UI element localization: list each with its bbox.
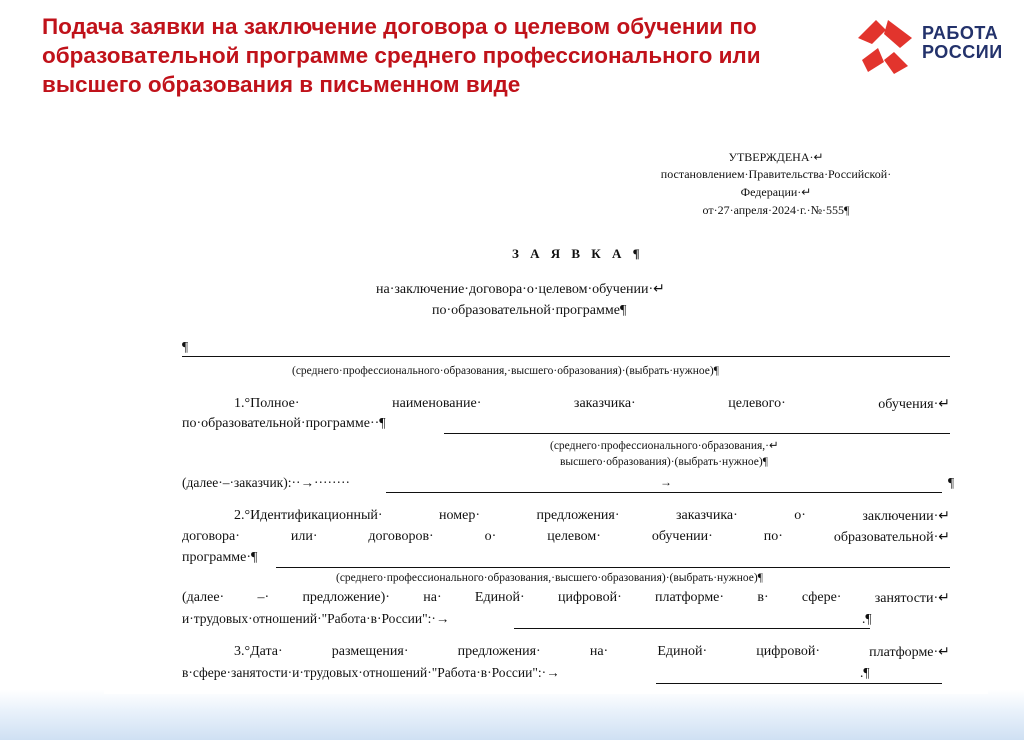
- item2-end-mark: .¶: [862, 611, 872, 626]
- item3-word: на·: [589, 644, 609, 659]
- item1-end-mark: ¶: [948, 475, 955, 490]
- item2-line-5: и·трудовых·отношений·"Работа·в·России":·→: [182, 611, 450, 626]
- footer-band: [0, 690, 1024, 740]
- approval-heading: УТВЕРЖДЕНА·↵: [728, 150, 824, 164]
- blank-paragraph-mark: ¶: [182, 339, 189, 354]
- item1-word: наименование·: [392, 396, 482, 411]
- item2-word: обучении·: [651, 529, 713, 544]
- item2-word: по·: [763, 529, 783, 544]
- item2-word: целевом·: [547, 529, 601, 544]
- form-subtitle-1: на·заключение·договора·о·целевом·обучении·↵: [376, 282, 665, 297]
- item3-word: размещения·: [331, 644, 409, 659]
- item3-date-blank-line: [656, 683, 942, 684]
- item3-line-2: в·сфере·занятости·и·трудовых·отношений·"Работа·в·России":·→: [182, 665, 560, 680]
- item2-word: платформе·: [655, 590, 725, 605]
- slide-title: Подача заявки на заключение договора о целевом обучении по образовательной программе среднего профессионального или высшего образования в письменном виде: [42, 14, 761, 97]
- item3-word: Единой·: [657, 644, 708, 659]
- item2-line-3: программе·¶: [182, 550, 258, 565]
- item1-customer-name-blank-line: [444, 433, 950, 434]
- item1-customer-blank-line: [386, 492, 942, 493]
- education-level-blank-line: [182, 356, 950, 357]
- item2-line-4: [182, 590, 950, 607]
- item3-word: платформе·↵: [869, 645, 950, 660]
- item3-word: 3.°Дата·: [234, 644, 283, 659]
- application-form-document: [104, 134, 988, 694]
- item1-hint-2: высшего·образования)·(выбрать·нужное)¶: [560, 456, 768, 468]
- item2-word: –·: [257, 590, 270, 605]
- item2-word: договоров·: [368, 529, 434, 544]
- item2-line-1: [234, 508, 950, 525]
- item3-end-mark: .¶: [860, 665, 870, 680]
- item2-offer-number-blank-line: [514, 628, 870, 629]
- item3-line-1: [234, 644, 950, 661]
- item1-word: заказчика·: [573, 396, 636, 411]
- item2-word: или·: [290, 529, 318, 544]
- logo-star-icon: [854, 16, 916, 76]
- item2-word: о·: [794, 508, 806, 523]
- rabota-rossii-logo: [854, 16, 1014, 76]
- education-level-hint: (среднего·профессионального·образования,·высшего·образования)·(выбрать·нужное)¶: [292, 365, 719, 377]
- item2-word: цифровой·: [558, 590, 622, 605]
- item2-program-blank-line: [276, 567, 950, 568]
- item1-hint-1: (среднего·профессионального·образования,·↵: [550, 440, 779, 452]
- item2-word: занятости·↵: [874, 591, 950, 606]
- item2-word: предложение)·: [302, 590, 390, 605]
- item3-word: предложения·: [457, 644, 541, 659]
- item2-word: договора·: [182, 529, 240, 544]
- item2-word: в·: [757, 590, 769, 605]
- form-title: З А Я В К А ¶: [512, 246, 644, 261]
- item1-line-3: (далее·–·заказчик):··→········: [182, 475, 350, 490]
- approval-line-2: Федерации·↵: [740, 185, 812, 199]
- item2-word: номер·: [439, 508, 480, 523]
- item2-word: (далее·: [182, 590, 225, 605]
- form-subtitle-2: по·образовательной·программе¶: [432, 303, 627, 318]
- item2-word: о·: [484, 529, 497, 544]
- item2-hint: (среднего·профессионального·образования,·высшего·образования)·(выбрать·нужное)¶: [336, 572, 763, 584]
- item2-word: сфере·: [801, 590, 842, 605]
- item2-word: предложения·: [536, 508, 620, 523]
- item1-line-2: по·образовательной·программе··¶: [182, 416, 386, 431]
- item3-word: цифровой·: [756, 644, 821, 659]
- item2-word: 2.°Идентификационный·: [234, 508, 383, 523]
- item2-word: на·: [423, 590, 442, 605]
- item1-word: целевого·: [728, 396, 786, 411]
- logo-line-1: РАБОТА: [922, 23, 999, 43]
- item2-word: заказчика·: [676, 508, 738, 523]
- item2-word: Единой·: [474, 590, 525, 605]
- item1-word: 1.°Полное·: [234, 396, 300, 411]
- tab-arrow-icon: →: [660, 475, 672, 489]
- item2-line-2: [182, 529, 950, 546]
- item1-line-1: [234, 396, 950, 413]
- item2-word: образовательной·↵: [833, 530, 950, 545]
- logo-line-2: РОССИИ: [922, 42, 1003, 62]
- item2-word: заключении·↵: [862, 509, 950, 524]
- item1-word: обучения·↵: [878, 397, 950, 412]
- approval-line-1: постановлением·Правительства·Российской·: [660, 167, 892, 181]
- approval-line-3: от·27·апреля·2024·г.·№·555¶: [702, 203, 850, 217]
